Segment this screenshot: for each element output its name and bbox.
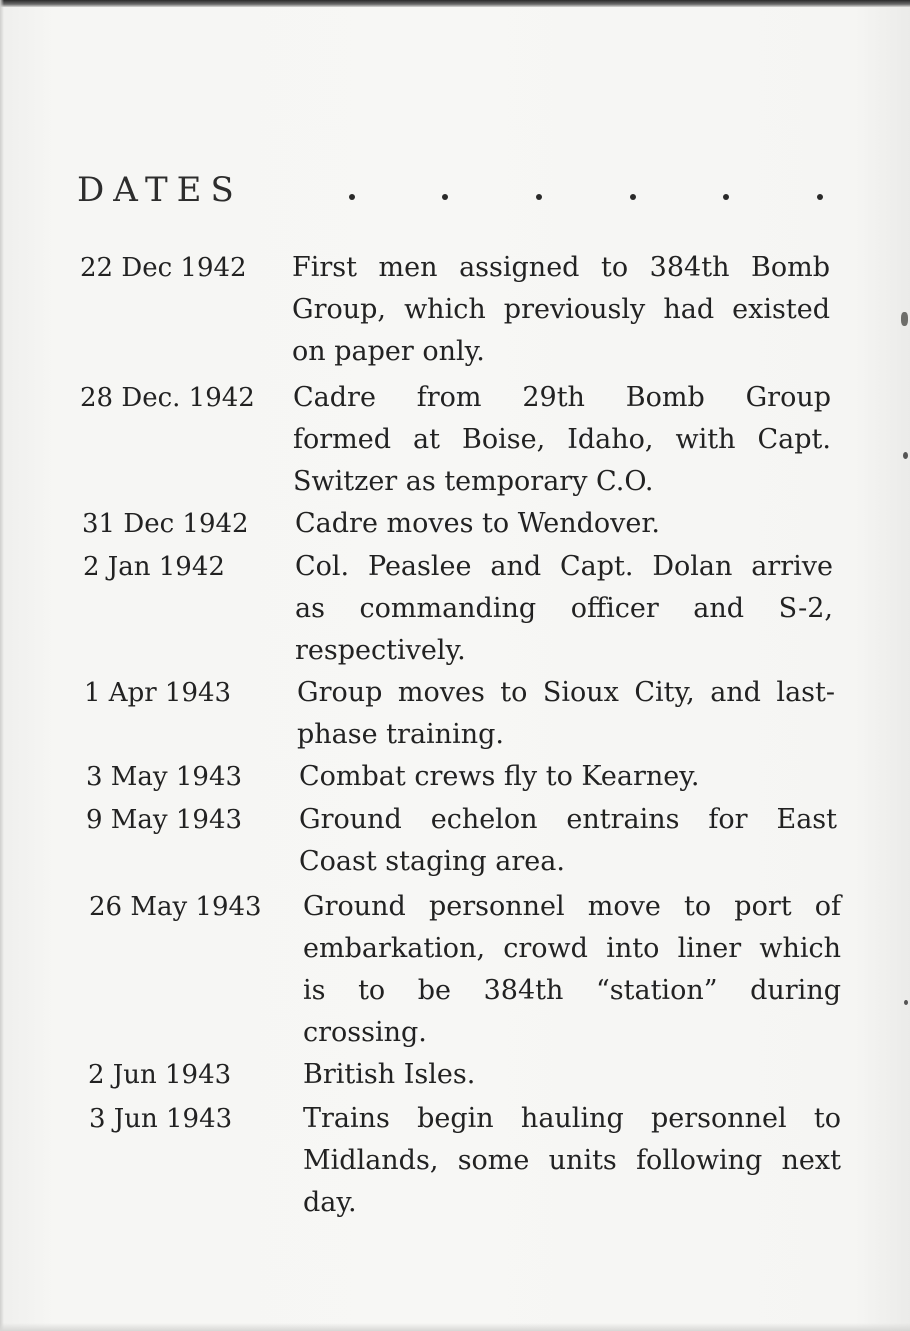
entry-description	[299, 756, 837, 798]
page-speck	[904, 1000, 908, 1005]
description-line: Group, which previously had existed	[292, 294, 830, 325]
page-left-edge	[0, 0, 4, 1331]
description-line: British Isles.	[303, 1059, 476, 1090]
entry-date: 2 Jan 1942	[83, 552, 225, 582]
description-line: Group moves to Sioux City, and last-	[297, 677, 835, 708]
heading-row	[77, 170, 837, 220]
leader-dot	[349, 194, 355, 200]
entry-description	[292, 247, 830, 373]
leader-dot	[442, 194, 448, 200]
description-line: Coast staging area.	[299, 846, 565, 877]
page-speck	[903, 452, 908, 459]
description-line: embarkation, crowd into liner which	[303, 933, 841, 964]
entry-description	[303, 886, 841, 1054]
description-line: Midlands, some units following next	[303, 1145, 841, 1176]
description-line: Switzer as temporary C.O.	[293, 466, 654, 497]
description-line: is to be 384th “station” during	[303, 975, 841, 1006]
description-line: day.	[303, 1187, 357, 1218]
page-top-edge	[0, 0, 910, 7]
description-line: respectively.	[295, 635, 466, 666]
entry-date: 2 Jun 1943	[88, 1060, 232, 1090]
description-line: Trains begin hauling personnel to	[303, 1103, 841, 1134]
entry-description	[303, 1098, 841, 1224]
entry-date: 3 May 1943	[86, 762, 243, 792]
entry-date: 26 May 1943	[89, 892, 262, 922]
description-line: Ground echelon entrains for East	[299, 804, 837, 835]
description-line: Combat crews fly to Kearney.	[299, 761, 700, 792]
description-line: First men assigned to 384th Bomb	[292, 252, 830, 283]
page-bottom-edge	[0, 1323, 910, 1331]
description-line: on paper only.	[292, 336, 485, 367]
leader-dot	[817, 194, 823, 200]
description-line: phase training.	[297, 719, 504, 750]
entry-description	[293, 377, 831, 503]
entry-date: 22 Dec 1942	[80, 253, 247, 283]
description-line: formed at Boise, Idaho, with Capt.	[293, 424, 831, 455]
page-speck	[901, 312, 908, 326]
description-line: Cadre moves to Wendover.	[295, 508, 660, 539]
leader-dot	[723, 194, 729, 200]
leader-dot	[536, 194, 542, 200]
entry-description	[297, 672, 835, 756]
entry-description	[303, 1054, 841, 1096]
description-line: as commanding officer and S-2,	[295, 593, 833, 624]
entry-description	[295, 546, 833, 672]
entry-date: 31 Dec 1942	[82, 509, 249, 539]
entry-date: 3 Jun 1943	[89, 1104, 233, 1134]
entry-date: 28 Dec. 1942	[80, 383, 255, 413]
description-line: Col. Peaslee and Capt. Dolan arrive	[295, 551, 833, 582]
entry-date: 1 Apr 1943	[84, 678, 232, 708]
description-line: crossing.	[303, 1017, 427, 1048]
entry-date: 9 May 1943	[86, 805, 243, 835]
entry-description	[295, 503, 833, 545]
entry-description	[299, 799, 837, 883]
page-heading: DATES	[77, 170, 243, 210]
description-line: Ground personnel move to port of	[303, 891, 841, 922]
leader-dot	[630, 194, 636, 200]
description-line: Cadre from 29th Bomb Group	[293, 382, 831, 413]
